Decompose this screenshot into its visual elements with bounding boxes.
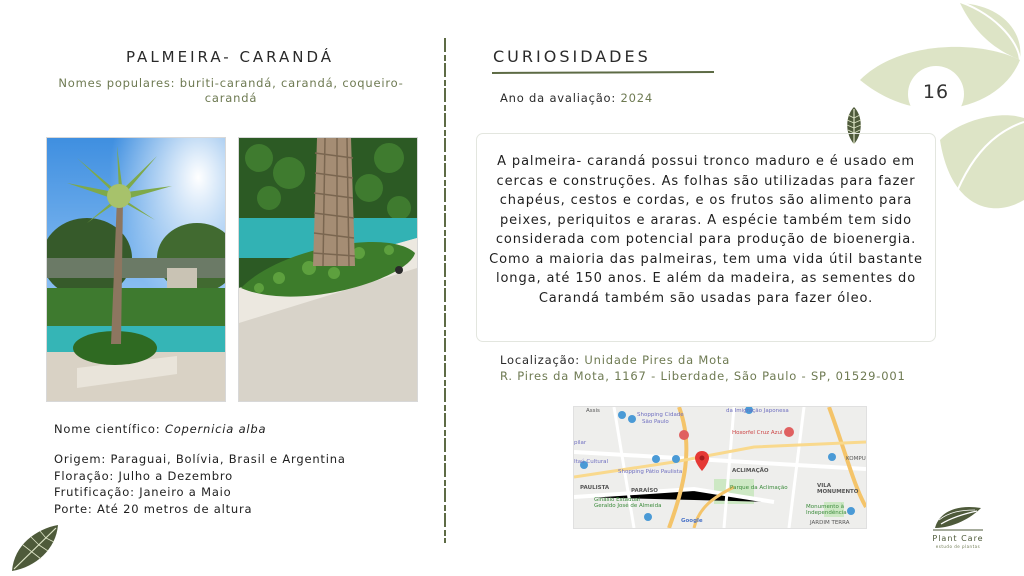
plant-care-logo-icon: [931, 502, 985, 532]
title-underline: [492, 70, 714, 76]
year-value: 2024: [620, 91, 653, 105]
map-label: Parque da Aclimação: [730, 485, 788, 491]
popular-names: [40, 76, 422, 106]
map-label: Itaú Cultural: [574, 459, 609, 465]
map-label: PAULISTA: [580, 485, 610, 491]
logo-tagline: estudo de plantas: [935, 544, 981, 549]
map-label: Shopping Pátio Paulista: [618, 469, 683, 475]
origin: Origem: Paraguai, Bolívia, Brasil e Argentina: [54, 452, 346, 466]
map-label: Assis: [586, 408, 600, 414]
map-label: da Imigração Japonesa: [726, 408, 789, 414]
fruiting: Frutificação: Janeiro a Maio: [54, 485, 232, 499]
location-label: Localização:: [500, 353, 585, 367]
address: R. Pires da Mota, 1167 - Liberdade, São Paulo - SP, 01529-001: [500, 369, 906, 383]
scientific-name-value: Copernicia alba: [164, 422, 267, 436]
location-value: Unidade Pires da Mota: [584, 353, 731, 367]
curiosities-box: [476, 133, 936, 342]
flowering: Floração: Julho a Dezembro: [54, 468, 233, 483]
year-label: Ano da avaliação:: [500, 91, 621, 105]
map-label: ACLIMAÇÃO: [732, 468, 769, 474]
location: [500, 352, 906, 384]
scientific-name: [54, 421, 266, 438]
palm-trunk-photo: [238, 137, 418, 402]
map-label: PARAÍSO: [631, 488, 658, 494]
map-label: Monumento à: [806, 504, 844, 510]
map-label: MONUMENTO: [817, 489, 859, 495]
map-label: Hoxorfel Cruz Azul: [732, 430, 783, 436]
popular-names-line2: carandá: [204, 91, 258, 105]
map-label: São Paulo: [642, 419, 669, 425]
map-label: JARDIM TERRA: [810, 520, 850, 526]
scientific-name-label: Nome científico:: [54, 422, 165, 436]
palm-tree-photo: [46, 137, 226, 402]
plant-title: PALMEIRA- CARANDÁ: [125, 48, 335, 66]
map-label: KOMPU: [846, 456, 866, 462]
map-label: VILA: [817, 483, 832, 489]
plant-details: [54, 451, 346, 517]
page-number: 16: [908, 66, 964, 122]
map-label: Shopping Cidade: [637, 412, 684, 418]
plant-care-logo: [926, 502, 990, 552]
map-labels: [574, 407, 866, 528]
logo-name: Plant Care: [932, 534, 984, 543]
location-map[interactable]: [573, 406, 867, 529]
map-label: pilar: [574, 440, 587, 446]
popular-names-line1: Nomes populares: buriti-carandá, carandá, coqueiro-: [58, 76, 404, 90]
curiosities-text: A palmeira- carandá possui tronco maduro e é usado em cercas e construções. As folhas são utilizadas para fazer chapéus, cestos e cordas, e os frutos são alimento para peixes, periquitos e araras. A espécie também tem sido considerada com potencial para produção de bioenergia. Como a maioria das palmeiras, tem uma vida útil bastante longa, até 150 anos. E além da madeira, as sementes do Carandá também são usadas para fazer óleo.: [489, 154, 923, 306]
map-label: Geraldo José de Almeida: [594, 503, 662, 509]
section-title: CURIOSIDADES: [493, 47, 651, 66]
size: Porte: Até 20 metros de altura: [54, 501, 253, 516]
map-label: Ginásio Estadual: [594, 497, 640, 503]
vertical-divider: [443, 38, 447, 543]
evaluation-year: [500, 91, 653, 105]
map-label: Independência: [806, 510, 847, 516]
leaf-icon-bottom-left: [6, 523, 62, 573]
map-label: Google: [681, 518, 703, 524]
